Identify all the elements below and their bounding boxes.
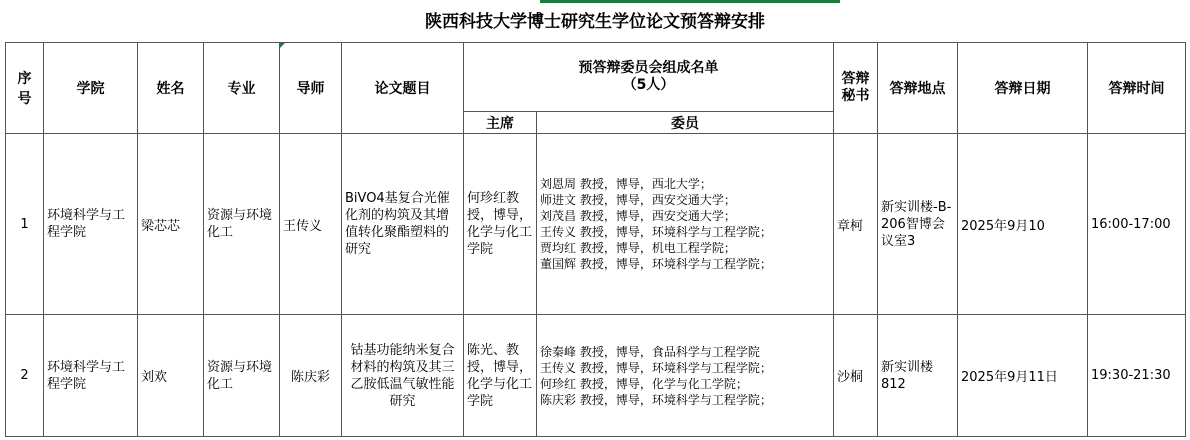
- table-row: [6, 134, 1186, 315]
- header-location[interactable]: 答辩地点: [878, 43, 958, 134]
- header-time[interactable]: 答辩时间: [1088, 43, 1186, 134]
- selection-indicator: [540, 0, 840, 3]
- committee-group-label: 预答辩委员会组成名单: [578, 60, 719, 76]
- cell-chair[interactable]: 陈光、教授，博导，化学与化工学院: [464, 315, 537, 437]
- cell-secretary[interactable]: 沙桐: [834, 315, 878, 437]
- cell-location[interactable]: 新实训楼812: [878, 315, 958, 437]
- cell-name[interactable]: 刘欢: [138, 315, 204, 437]
- header-name[interactable]: 姓名: [138, 43, 204, 134]
- cell-college[interactable]: 环境科学与工程学院: [44, 315, 138, 437]
- cell-thesis[interactable]: 钴基功能纳米复合材料的构筑及其三乙胺低温气敏性能研究: [342, 315, 464, 437]
- top-border-bar: [0, 0, 1190, 3]
- header-members[interactable]: 委员: [537, 112, 834, 134]
- cell-date[interactable]: 2025年9月10: [958, 134, 1088, 315]
- header-committee-group[interactable]: [464, 43, 834, 112]
- cell-members[interactable]: 刘恩周 教授，博导，西北大学； 师进文 教授，博导，西安交通大学； 刘茂昌 教授，博导，西安交通大学； 王传义 教授，博导，环境科学与工程学院； 贾均红 教授，博导，机电工程学院； 董国辉 教授，博导，环境科学与工程学院；: [537, 134, 834, 315]
- header-advisor[interactable]: 导师: [280, 43, 342, 134]
- cell-college[interactable]: 环境科学与工程学院: [44, 134, 138, 315]
- defense-schedule-table: [5, 42, 1186, 437]
- cell-advisor[interactable]: 王传义: [280, 134, 342, 315]
- cell-index[interactable]: 1: [6, 134, 44, 315]
- page-title: 陕西科技大学博士研究生学位论文预答辩安排: [425, 12, 765, 32]
- cell-secretary[interactable]: 章柯: [834, 134, 878, 315]
- header-thesis[interactable]: 论文题目: [342, 43, 464, 134]
- cell-thesis[interactable]: BiVO4基复合光催化剂的构筑及其增值转化聚酯塑料的研究: [342, 134, 464, 315]
- cell-major[interactable]: 资源与环境化工: [204, 134, 280, 315]
- cell-location[interactable]: 新实训楼-B-206智博会议室3: [878, 134, 958, 315]
- header-row-top: [6, 43, 1186, 112]
- cell-index[interactable]: 2: [6, 315, 44, 437]
- cell-name[interactable]: 梁芯芯: [138, 134, 204, 315]
- cell-date[interactable]: 2025年9月11日: [958, 315, 1088, 437]
- committee-count-label: （5人）: [622, 77, 675, 93]
- cell-major[interactable]: 资源与环境化工: [204, 315, 280, 437]
- cell-time[interactable]: 16:00-17:00: [1088, 134, 1186, 315]
- cell-chair[interactable]: 何珍红教授，博导，化学与化工学院: [464, 134, 537, 315]
- header-date[interactable]: 答辩日期: [958, 43, 1088, 134]
- header-index[interactable]: 序 号: [6, 43, 44, 134]
- cell-time[interactable]: 19:30-21:30: [1088, 315, 1186, 437]
- header-major[interactable]: 专业: [204, 43, 280, 134]
- header-chair[interactable]: 主席: [464, 112, 537, 134]
- header-college[interactable]: 学院: [44, 43, 138, 134]
- cell-advisor[interactable]: 陈庆彩: [280, 315, 342, 437]
- header-secretary[interactable]: 答辩秘书: [834, 43, 878, 134]
- table-row: [6, 315, 1186, 437]
- cell-comment-marker: [280, 43, 285, 48]
- cell-members[interactable]: 徐秦峰 教授，博导，食品科学与工程学院 王传义 教授，博导，环境科学与工程学院； 何珍红 教授，博导，化学与化工学院； 陈庆彩 教授，博导，环境科学与工程学院；: [537, 315, 834, 437]
